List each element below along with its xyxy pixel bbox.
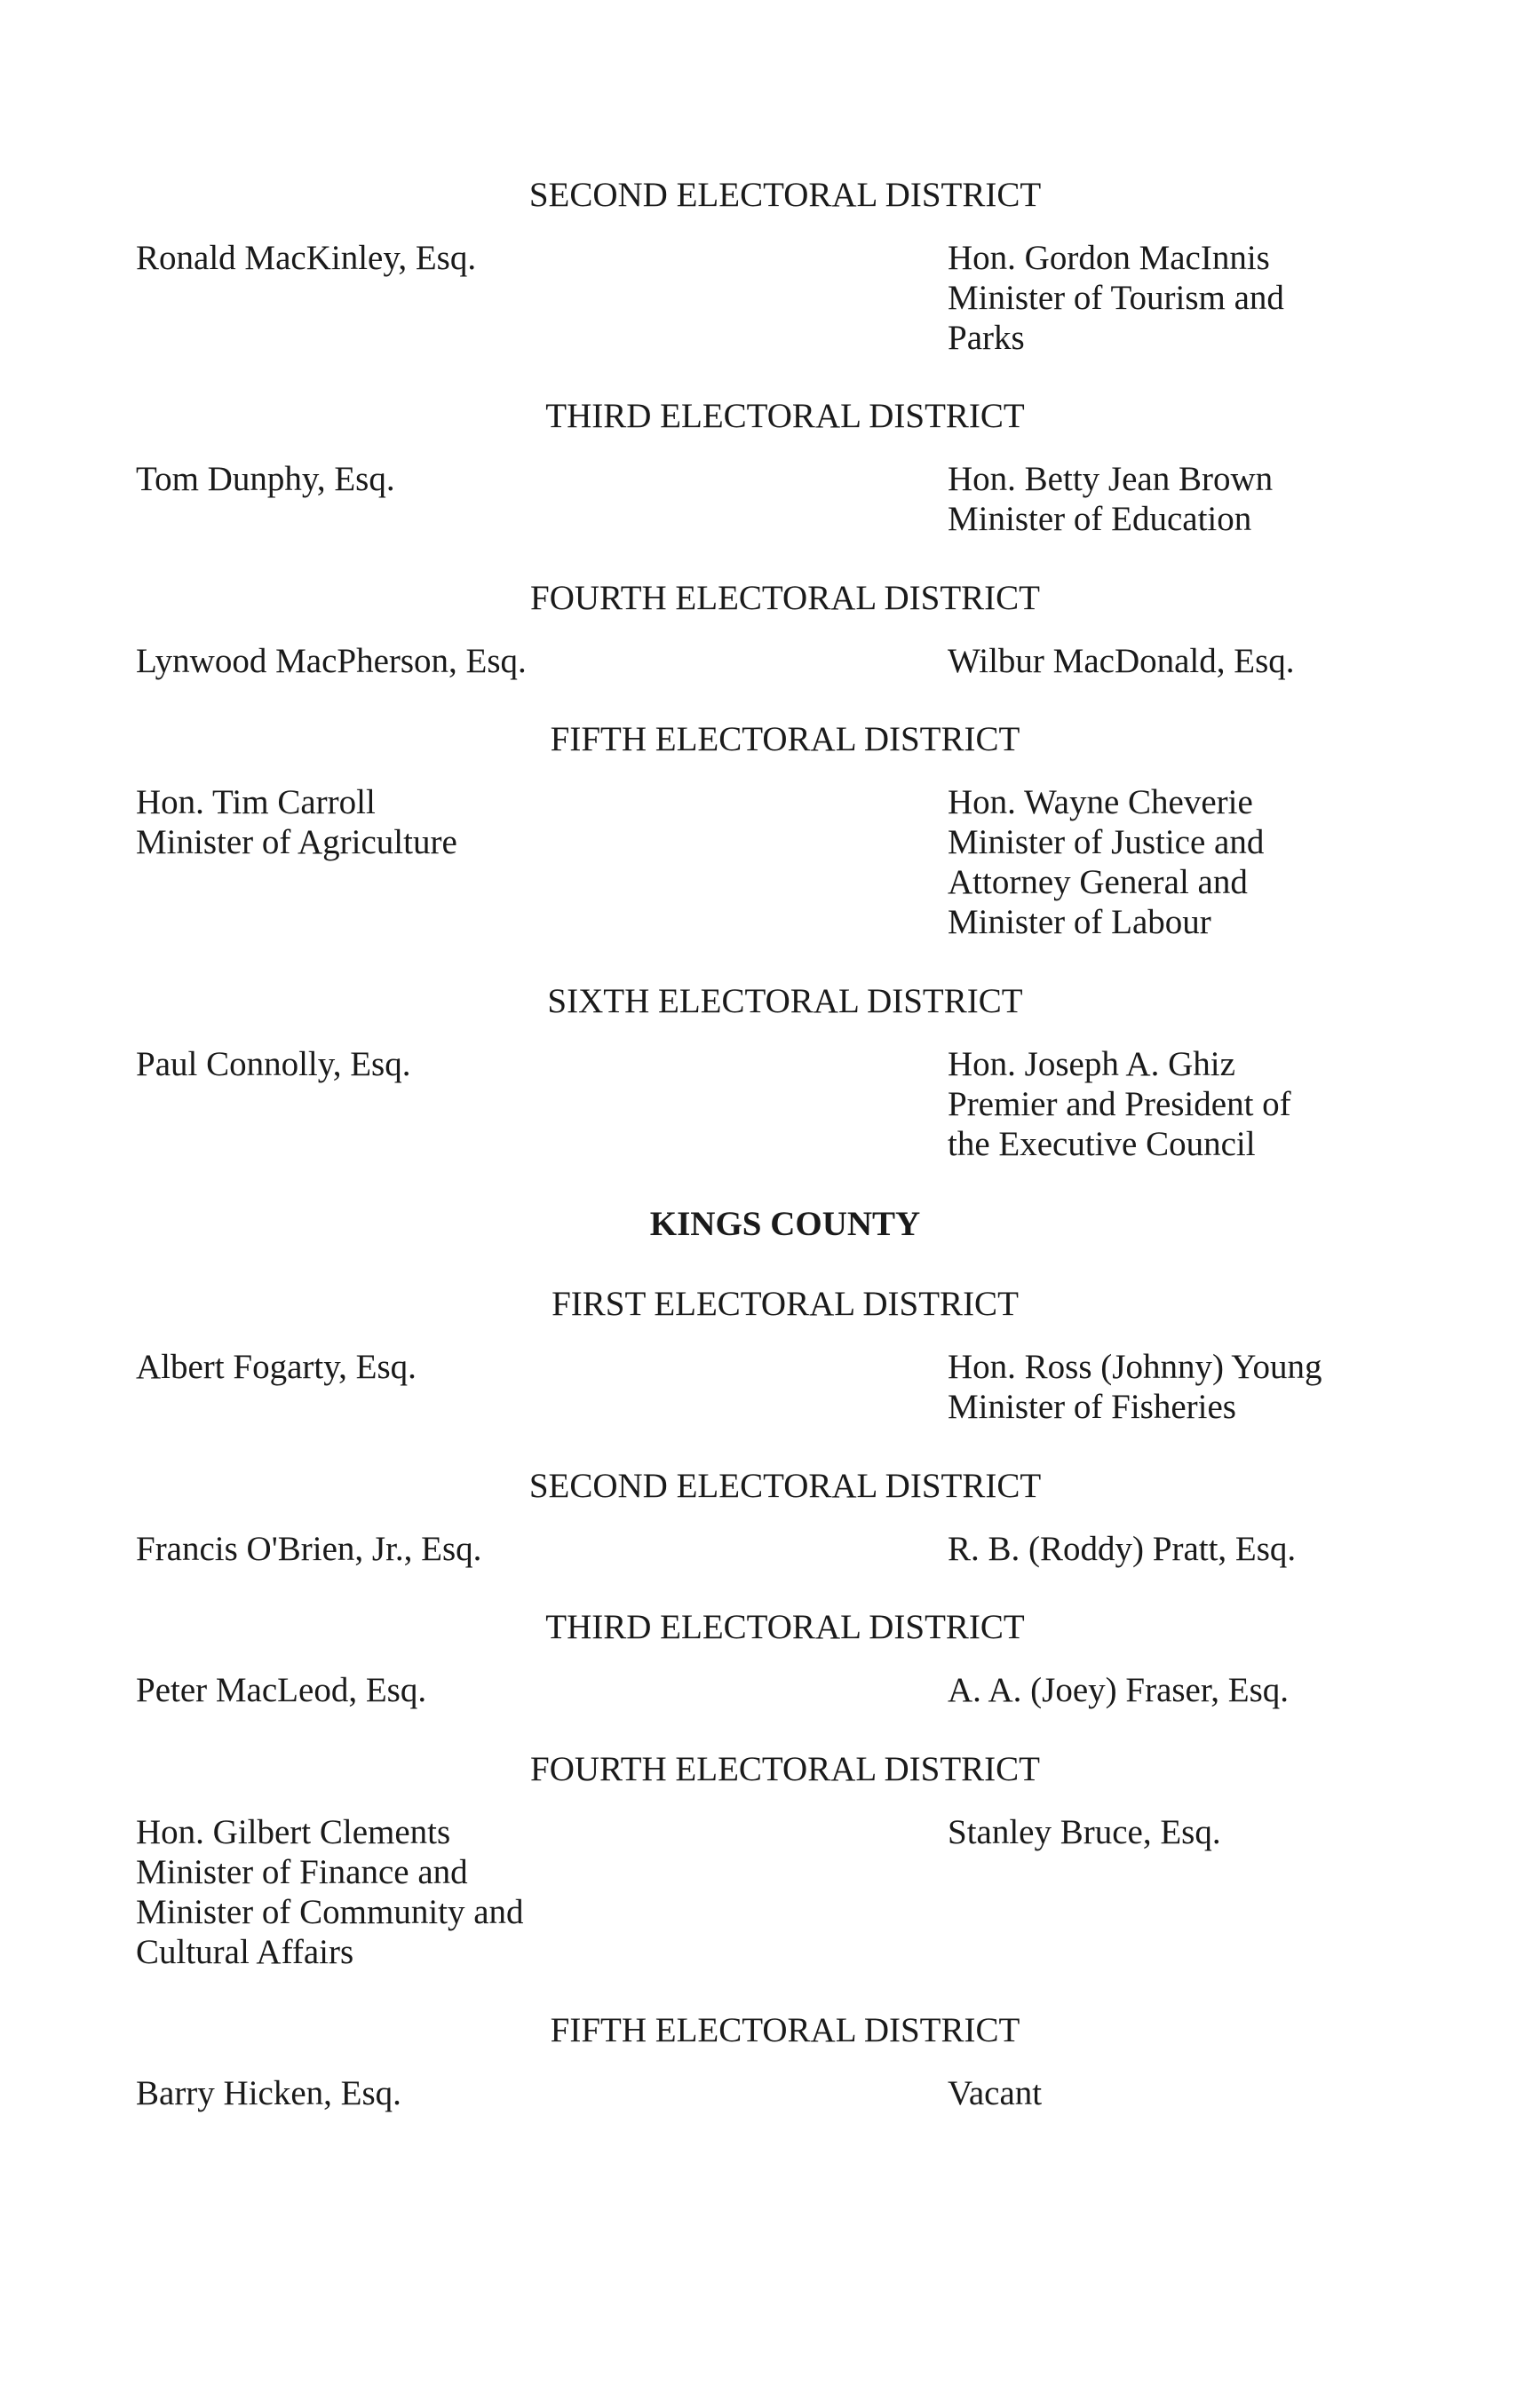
member-title: Minister of Labour	[948, 903, 1211, 941]
member-name: Hon. Betty Jean Brown	[948, 460, 1274, 498]
district-heading: THIRD ELECTORAL DISTRICT	[545, 397, 1025, 435]
member-name: R. B. (Roddy) Pratt, Esq.	[948, 1530, 1297, 1568]
member-title: Minister of Community and	[136, 1893, 524, 1931]
member-title: Minister of Justice and	[948, 823, 1265, 861]
member-name: Paul Connolly, Esq.	[136, 1045, 411, 1083]
member-title: the Executive Council	[948, 1125, 1256, 1163]
district-heading: THIRD ELECTORAL DISTRICT	[545, 1608, 1025, 1646]
member-name: Ronald MacKinley, Esq.	[136, 239, 477, 277]
member-title: Minister of Tourism and	[948, 279, 1284, 317]
member-title: Attorney General and	[948, 863, 1248, 901]
member-name: Hon. Wayne Cheverie	[948, 783, 1253, 821]
district-heading: SECOND ELECTORAL DISTRICT	[528, 176, 1042, 214]
member-title: Minister of Fisheries	[948, 1388, 1236, 1426]
member-title: Minister of Education	[948, 500, 1252, 538]
member-name: Hon. Joseph A. Ghiz	[948, 1045, 1235, 1083]
member-title: Premier and President of	[948, 1085, 1291, 1123]
district-heading: FOURTH ELECTORAL DISTRICT	[530, 1750, 1040, 1788]
member-name: Hon. Tim Carroll	[136, 783, 376, 821]
district-heading: FIFTH ELECTORAL DISTRICT	[550, 2011, 1020, 2049]
member-title: Parks	[948, 319, 1025, 357]
member-name: Francis O'Brien, Jr., Esq.	[136, 1530, 482, 1568]
member-name: Lynwood MacPherson, Esq.	[136, 642, 527, 680]
district-heading: SECOND ELECTORAL DISTRICT	[528, 1467, 1042, 1505]
member-name: A. A. (Joey) Fraser, Esq.	[948, 1671, 1290, 1709]
member-name: Tom Dunphy, Esq.	[136, 460, 395, 498]
member-name: Vacant	[948, 2074, 1043, 2112]
member-name: Peter MacLeod, Esq.	[136, 1671, 427, 1709]
district-heading: FIRST ELECTORAL DISTRICT	[552, 1285, 1019, 1323]
member-title: Minister of Agriculture	[136, 823, 457, 861]
member-name: Stanley Bruce, Esq.	[948, 1813, 1221, 1851]
district-heading: FIFTH ELECTORAL DISTRICT	[550, 720, 1020, 758]
member-name: Hon. Gilbert Clements	[136, 1813, 451, 1851]
district-heading: SIXTH ELECTORAL DISTRICT	[547, 982, 1023, 1020]
member-name: Barry Hicken, Esq.	[136, 2074, 401, 2112]
member-name: Hon. Gordon MacInnis	[948, 239, 1270, 277]
district-heading: FOURTH ELECTORAL DISTRICT	[530, 579, 1040, 617]
member-name: Wilbur MacDonald, Esq.	[948, 642, 1295, 680]
county-heading: KINGS COUNTY	[649, 1205, 921, 1243]
member-title: Cultural Affairs	[136, 1933, 354, 1971]
member-title: Minister of Finance and	[136, 1853, 468, 1891]
member-name: Hon. Ross (Johnny) Young	[948, 1348, 1322, 1386]
member-name: Albert Fogarty, Esq.	[136, 1348, 417, 1386]
